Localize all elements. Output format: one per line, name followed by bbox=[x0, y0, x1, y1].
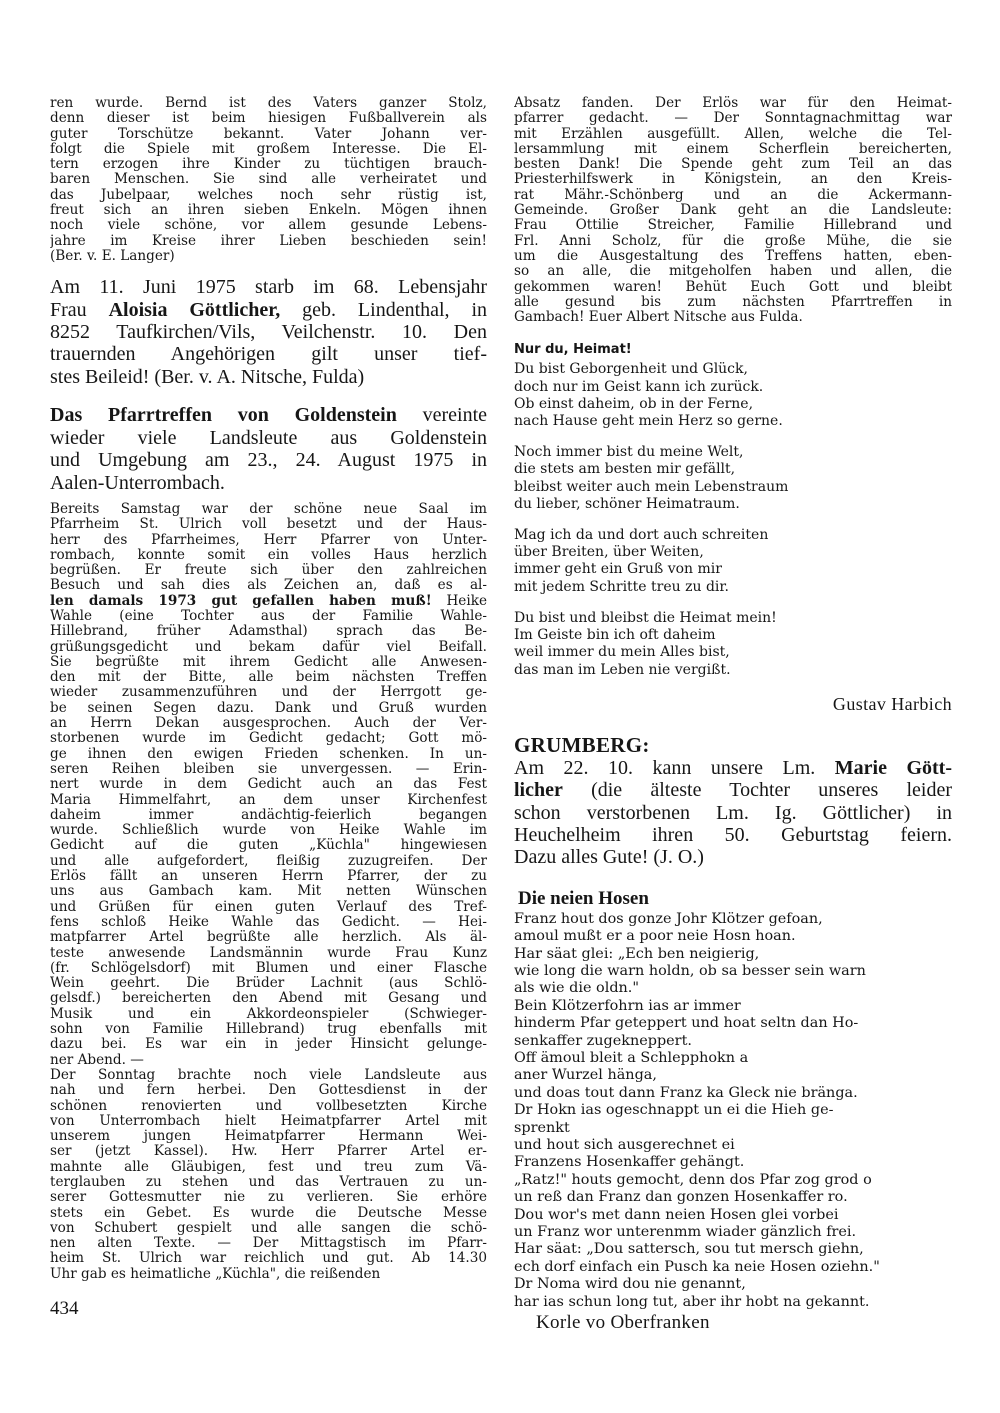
body-line: stets ein Gebet. Es wurde die Deutsche Messe bbox=[50, 1205, 487, 1221]
body-line: Besuch und sah dies als Zeichen an, daß es al- bbox=[50, 578, 487, 594]
body-line: lersammlung mit einem Scherflein bereicherten, bbox=[514, 141, 952, 157]
obituary-line: Am 11. Juni 1975 starb im 68. Lebensjahr bbox=[50, 276, 487, 299]
body-line: unserem jungen Heimatpfarrer Hermann Wei- bbox=[50, 1129, 487, 1145]
poem-title: Nur du, Heimat! bbox=[514, 342, 632, 358]
poem-verse: die stets am besten mir gefällt, bbox=[514, 461, 736, 478]
dialect-verse: aner Wurzel hänga, bbox=[514, 1067, 657, 1084]
dialect-poem-author: Korle vo Oberfranken bbox=[536, 1312, 710, 1334]
body-line: Hillebrand, früher Adamsthal) sprach das Be- bbox=[50, 624, 487, 640]
body-line: nah und fern herbei. Den Gottesdienst in der bbox=[50, 1083, 487, 1099]
body-line: gekommen waren! Behüt Euch Gott und bleibt bbox=[514, 279, 952, 295]
poem-stanza bbox=[514, 361, 952, 430]
dialect-poem bbox=[514, 887, 952, 1335]
poem-verse: das man im Leben nie vergißt. bbox=[514, 661, 731, 678]
body-line: freut sich an ihren sieben Enkeln. Mögen ihnen bbox=[50, 203, 487, 219]
body-line: Bereits Samstag war der schöne neue Saal im bbox=[50, 501, 487, 517]
body-line: grüßungsgedicht und bekam dafür viel Beifall. bbox=[50, 639, 487, 655]
body-line: rombach, konnte somit ein volles Haus herzlich bbox=[50, 547, 487, 563]
dialect-verse: und hout sich ausgerechnet ei bbox=[514, 1137, 735, 1154]
grumberg-section bbox=[514, 733, 952, 869]
body-line-bold: len damals 1973 gut gefallen haben muß! Heike bbox=[50, 593, 487, 609]
poem-verse: mit jedem Schritte treu zu dir. bbox=[514, 578, 729, 595]
body-line: tern erzogen ihre Kinder zu tüchtigen brauch- bbox=[50, 157, 487, 173]
body-line: denn dieser ist beim hiesigen Fußballverein als bbox=[50, 111, 487, 127]
body-line: matpfarrer Artel begrüßte alle herzlich. Als äl- bbox=[50, 930, 487, 946]
obituary-line: stes Beileid! (Ber. v. A. Nitsche, Fulda) bbox=[50, 365, 365, 388]
body-line: gelsdf.) bereicherten den Abend mit Gesang und bbox=[50, 991, 487, 1007]
body-line: Wein geehrt. Die Brüder Lachnit (aus Schlö- bbox=[50, 976, 487, 992]
dialect-verse: Dr Hokn ias ogeschnappt un ei die Hieh ge- bbox=[514, 1102, 834, 1119]
poem-verse: du lieber, schöner Heimatraum. bbox=[514, 495, 740, 512]
body-line: den mit der Bitte, alle beim nächsten Treffen bbox=[50, 670, 487, 686]
poem-verse: Im Geiste bin ich oft daheim bbox=[514, 627, 716, 644]
dialect-verse: ech dorf einfach ein Pusch ka neie Hosen oziehn." bbox=[514, 1258, 880, 1275]
body-line: mahnte alle Gläubigen, fest und treu zum Vä- bbox=[50, 1159, 487, 1175]
body-line: ner Abend. — bbox=[50, 1052, 144, 1068]
body-line: ren wurde. Bernd ist des Vaters ganzer Stolz, bbox=[50, 96, 487, 111]
dialect-verse: und doas tout dann Franz ka Gleck nie bränga. bbox=[514, 1084, 858, 1101]
body-line: guter Torschütze bekannt. Vater Johann ver- bbox=[50, 126, 487, 142]
body-line: Wahle (eine Tochter aus der Familie Wahle- bbox=[50, 609, 487, 624]
meeting-report bbox=[50, 502, 487, 1282]
section-heading-grumberg: GRUMBERG: bbox=[514, 732, 650, 757]
obituary-notice bbox=[50, 276, 487, 388]
body-line: (fr. Schlögelsdorf) mit Blumen und einer Flasche bbox=[50, 960, 487, 976]
body-line: Uhr gab es heimatliche „Küchla", die reißenden bbox=[50, 1266, 381, 1282]
obituary-line: trauernden Angehörigen gilt unser tief- bbox=[50, 343, 487, 366]
body-line: Pfarrheim St. Ulrich voll besetzt und der Haus- bbox=[50, 517, 487, 533]
body-line: rat Mähr.-Schönberg und an die Ackermann- bbox=[514, 187, 952, 203]
body-line: schönen renovierten und vollbesetzten Kirche bbox=[50, 1098, 487, 1114]
body-line: be seinen Segen dazu. Dank und Gruß wurden bbox=[50, 700, 487, 716]
grumberg-line: Heuchelheim ihren 50. Geburtstag feiern. bbox=[514, 823, 952, 846]
body-line: an Herrn Dekan ausgesprochen. Auch der Ver- bbox=[50, 716, 487, 732]
meeting-lead-line: wieder viele Landsleute aus Goldenstein bbox=[50, 426, 487, 449]
body-line: folgt die Spiele mit großem Interesse. Die El- bbox=[50, 141, 487, 157]
body-line: dazu bei. Es war ein in jeder Hinsicht gelunge- bbox=[50, 1037, 487, 1053]
dialect-verse: Off ämoul bleit a Schlepphokn a bbox=[514, 1049, 749, 1066]
body-line: Gambach! Euer Albert Nitsche aus Fulda. bbox=[514, 310, 803, 326]
body-line: pfarrer gedacht. — Der Sonntagnachmittag war bbox=[514, 111, 952, 127]
right-column bbox=[514, 96, 952, 1335]
body-line: von Unterrombach hielt Heimatpfarrer Artel mit bbox=[50, 1113, 487, 1129]
dialect-verse: „Ratz!" houts gemocht, denn dos Pfar zog grod o bbox=[514, 1171, 872, 1188]
grumberg-line: schon verstorbenen Lm. Ig. Göttlicher) in bbox=[514, 801, 952, 824]
body-line: Musik und ein Akkordeonspieler (Schwieger- bbox=[50, 1006, 487, 1022]
poem-verse: über Breiten, über Weiten, bbox=[514, 544, 704, 561]
body-line: teste anwesende Landsmännin wurde Frau Kunz bbox=[50, 945, 487, 961]
body-line: heim St. Ulrich war reichlich und gut. Ab 14.30 bbox=[50, 1251, 487, 1267]
page-number: 434 bbox=[50, 1298, 79, 1319]
body-line: noch viele schöne, vor allem gesunde Lebens- bbox=[50, 218, 487, 234]
meeting-title: Das Pfarrtreffen von Goldenstein bbox=[50, 404, 397, 427]
dialect-verse: un Franz wor unterenmm wiader gänzlich frei. bbox=[514, 1224, 857, 1241]
body-line: ser (jetzt Kassel). Hw. Herr Pfarrer Artel er- bbox=[50, 1144, 487, 1160]
poem-stanza bbox=[514, 610, 952, 679]
meeting-lead-line: Das Pfarrtreffen von Goldenstein vereinte bbox=[50, 404, 487, 427]
body-line: herr des Pfarrheimes, Herr Pfarrer von Unter- bbox=[50, 532, 487, 548]
body-line: Gemeinde. Großer Dank geht an die Landsleute: bbox=[514, 203, 952, 219]
poem-verse: Du bist Geborgenheit und Glück, bbox=[514, 361, 748, 378]
poem-stanza bbox=[514, 527, 952, 596]
body-line: uns aus Gambach kam. Mit netten Wünschen bbox=[50, 884, 487, 900]
body-line: nen alten Texte. — Der Mittagstisch im Pfarr- bbox=[50, 1236, 487, 1252]
body-line: und alle aufgefordert, fleißig zuzugreifen. Der bbox=[50, 853, 487, 869]
body-line: und Grüßen für einen guten Verlauf des Tref- bbox=[50, 899, 487, 915]
obituary-line: Frau Aloisia Göttlicher, geb. Lindenthal, in bbox=[50, 298, 487, 321]
dialect-verse: Franz hout dos gonze Johr Klötzer gefoan, bbox=[514, 910, 823, 927]
body-line: das Jubelpaar, welches noch sehr rüstig ist, bbox=[50, 187, 487, 203]
body-line: Absatz fanden. Der Erlös war für den Heimat- bbox=[514, 96, 952, 111]
body-line: von Schubert gespielt und alle sangen die schö- bbox=[50, 1220, 487, 1236]
dialect-verse: un reß dan Franz dan gonzen Hosenkaffer ro. bbox=[514, 1189, 848, 1206]
meeting-lead-line: Aalen-Unterrombach. bbox=[50, 471, 225, 494]
poem-verse: Ob einst daheim, ob in der Ferne, bbox=[514, 395, 754, 412]
meeting-lead bbox=[50, 404, 487, 494]
left-column bbox=[50, 96, 487, 1282]
dialect-verse: Dr Noma wird dou nie genannt, bbox=[514, 1276, 746, 1293]
body-line: besten Dank! Die Spende geht zum Teil an das bbox=[514, 157, 952, 173]
poem-verse: Mag ich da und dort auch schreiten bbox=[514, 527, 769, 544]
grumberg-line: licher (die älteste Tochter unseres leider bbox=[514, 779, 952, 802]
poem-verse: Du bist und bleibst die Heimat mein! bbox=[514, 609, 777, 626]
poem-verse: doch nur im Geist kann ich zurück. bbox=[514, 378, 764, 395]
dialect-verse: als wie die oldn." bbox=[514, 980, 639, 997]
body-line: (Ber. v. E. Langer) bbox=[50, 248, 175, 264]
body-line: baren Menschen. Sie sind alle verheiratet und bbox=[50, 172, 487, 188]
dialect-verse: har ias schun long tut, aber ihr hobt na gekannt. bbox=[514, 1293, 870, 1310]
poem-author: Gustav Harbich bbox=[832, 693, 952, 714]
dialect-verse: amoul mußt er a poor neie Hosn hoan. bbox=[514, 928, 796, 945]
obituary-line: 8252 Taufkirchen/Vils, Veilchenstr. 10. Den bbox=[50, 321, 487, 344]
body-line: nert wurde in dem Gedicht auch an das Fest bbox=[50, 777, 487, 793]
deceased-name: Aloisia Göttlicher, bbox=[108, 298, 281, 321]
body-line: terglauben zu stehen und das Vertrauen zu un- bbox=[50, 1174, 487, 1190]
poem-nur-du-heimat bbox=[514, 342, 952, 714]
poem-verse: weil immer du mein Alles bist, bbox=[514, 644, 730, 661]
body-line: Maria Himmelfahrt, an dem unser Kirchenfest bbox=[50, 792, 487, 808]
body-line: Priesterhilfswerk in Königstein, an den Kreis- bbox=[514, 172, 952, 188]
dialect-verse: Franzens Hosenkaffer gehängt. bbox=[514, 1154, 745, 1171]
body-line: wieder zusammenzuführen und der Herrgott ge- bbox=[50, 685, 487, 701]
body-line: Erlös fällt an unseren Herrn Pfarrer, der zu bbox=[50, 869, 487, 885]
body-line: Sie begrüßte mit ihrem Gedicht alle Anwesen- bbox=[50, 654, 487, 670]
dialect-poem-title: Die neien Hosen bbox=[518, 887, 649, 909]
body-line: daheim immer andächtig-feierlich begangen bbox=[50, 807, 487, 823]
poem-verse: nach Hause geht mein Herz so gerne. bbox=[514, 413, 783, 430]
body-line: mit Erzählen ausgefüllt. Allen, welche die Tel- bbox=[514, 126, 952, 142]
dialect-verse: wie long die warn holdn, ob sa besser sein warn bbox=[514, 962, 866, 979]
body-line: storbenen wurde im Gedicht gedacht; Gott mö- bbox=[50, 731, 487, 747]
body-line: sohn von Familie Hillebrand) trug ebenfalls mit bbox=[50, 1022, 487, 1038]
poem-stanza bbox=[514, 444, 952, 513]
body-line: so an alle, die mitgeholfen haben und allen, die bbox=[514, 264, 952, 280]
body-line: um die Ausgestaltung des Treffens hatten, eben- bbox=[514, 248, 952, 264]
intro-paragraph bbox=[50, 96, 487, 264]
dialect-verse: Har säat: „Dou sattersch, sou tut mersch giehn, bbox=[514, 1241, 864, 1258]
body-line: fens schloß Heike Wahle das Gedicht. — Hei- bbox=[50, 914, 487, 930]
grumberg-line: Am 22. 10. kann unsere Lm. Marie Gött- bbox=[514, 756, 952, 779]
dialect-verse: senkaffer zugekneppert. bbox=[514, 1032, 692, 1049]
poem-verse: bleibst weiter auch mein Lebenstraum bbox=[514, 478, 789, 495]
body-line: Frau Ottilie Streicher, Familie Hillebrand und bbox=[514, 218, 952, 234]
report-continuation bbox=[514, 96, 952, 325]
body-line: Gedicht auf die guten „Küchla" hingewiesen bbox=[50, 838, 487, 854]
body-line: alle gesund bis zum nächsten Pfarrtreffen in bbox=[514, 294, 952, 310]
dialect-verse: Dou wor's met dann neien Hosen glei vorbei bbox=[514, 1206, 839, 1223]
body-line: jahre im Kreise ihrer Lieben beschieden sein! bbox=[50, 233, 487, 249]
dialect-verse: hinderm Pfar geteppert und hoat seltn dan Ho- bbox=[514, 1015, 859, 1032]
meeting-lead-line: und Umgebung am 23., 24. August 1975 in bbox=[50, 449, 487, 472]
body-line: begrüßen. Er freute sich über den zahlreichen bbox=[50, 563, 487, 579]
body-line: serer Gottesmutter nie zu verlieren. Sie erhöre bbox=[50, 1190, 487, 1206]
body-line: Frl. Anni Scholz, für die große Mühe, die sie bbox=[514, 233, 952, 249]
poem-verse: immer geht ein Gruß von mir bbox=[514, 561, 722, 578]
body-line: ge ihnen den ewigen Frieden schenken. In un- bbox=[50, 746, 487, 762]
grumberg-line: Dazu alles Gute! (J. O.) bbox=[514, 846, 704, 869]
body-line: seren Reihen bleiben sie unvergessen. — Erin- bbox=[50, 761, 487, 777]
poem-verse: Noch immer bist du meine Welt, bbox=[514, 444, 744, 461]
dialect-verse: Bein Klötzerfohrn ias ar immer bbox=[514, 997, 741, 1014]
body-line: Der Sonntag brachte noch viele Landsleute aus bbox=[50, 1067, 487, 1083]
dialect-verse: sprenkt bbox=[514, 1119, 570, 1136]
dialect-verse: Har säat glei: „Ech ben neigierig, bbox=[514, 945, 760, 962]
body-line: wurde. Schließlich wurde von Heike Wahle im bbox=[50, 823, 487, 839]
